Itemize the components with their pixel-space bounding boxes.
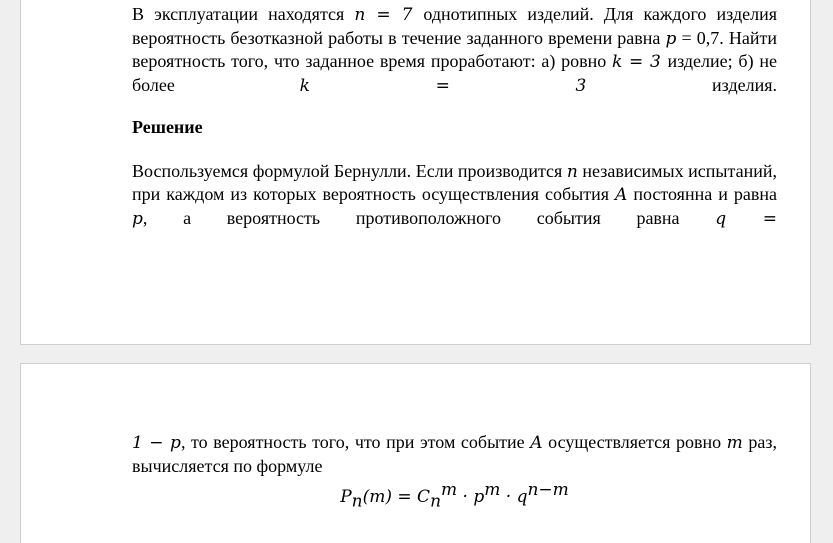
math-var: n (566, 161, 578, 182)
text-run: изделия. (712, 74, 777, 95)
math-op: = (391, 487, 418, 507)
math-expr: = 0,7. (676, 27, 729, 48)
text-run: независимых испытаний, при каждом из которых вероятность осуществления события (132, 160, 777, 204)
math-var: q (516, 487, 528, 507)
math-sup: m (484, 480, 501, 500)
math-var: k (299, 75, 310, 96)
math-sup: n−m (527, 480, 569, 500)
solution-heading: Решение (132, 117, 203, 137)
math-var: p (170, 433, 181, 453)
text-run: , а вероятность противоположного события равна (142, 207, 716, 228)
math-var: P (340, 487, 352, 507)
text-run: осуществляется ровно (542, 432, 727, 452)
math-var: p (473, 487, 485, 507)
math-sup: m (441, 480, 458, 500)
math-var: p (665, 28, 677, 49)
math-sub: n (430, 491, 442, 512)
math-var: m (726, 433, 743, 453)
continuation-paragraph (132, 431, 777, 477)
text-run: изделие; б) не более (132, 51, 777, 95)
bernoulli-formula (132, 480, 777, 512)
math-var: n (354, 5, 366, 25)
text-run: однотипных изделий. Для каждого изделия вероятность безотказной работы в течение заданного времени равна (132, 4, 777, 48)
math-expr: = 7 (365, 5, 424, 25)
document-page-2 (20, 363, 811, 543)
math-expr: = 3 (309, 75, 713, 96)
math-expr: 1 − (132, 433, 171, 453)
task-statement (132, 3, 777, 97)
math-expr: = (726, 208, 778, 229)
solution-paragraph (132, 160, 777, 231)
text-run: постоянна и равна (627, 184, 777, 204)
text-run: Воспользуемся формулой Бернулли. Если производится (132, 160, 567, 181)
math-var: A (530, 433, 543, 453)
math-op: · (500, 487, 517, 507)
text-run: Найти вероятность того, что заданное время проработают: а) ровно (132, 27, 777, 71)
math-var: A (615, 185, 628, 205)
math-var: C (417, 487, 431, 507)
page-2-content (132, 431, 777, 512)
text-run: В эксплуатации находятся (132, 4, 355, 24)
document-page-1 (20, 0, 811, 345)
math-expr: = 3 (622, 52, 668, 72)
page-1-content (132, 3, 777, 230)
math-sub: n (351, 491, 363, 512)
text-run: , то вероятность того, что при этом событие (180, 432, 531, 452)
math-var: q (715, 208, 727, 229)
math-var: k (612, 52, 623, 72)
math-op: · (457, 487, 474, 507)
text-run: раз, вычисляется по формуле (132, 432, 777, 476)
math-var: p (132, 208, 143, 229)
math-expr: (m) (362, 487, 392, 507)
